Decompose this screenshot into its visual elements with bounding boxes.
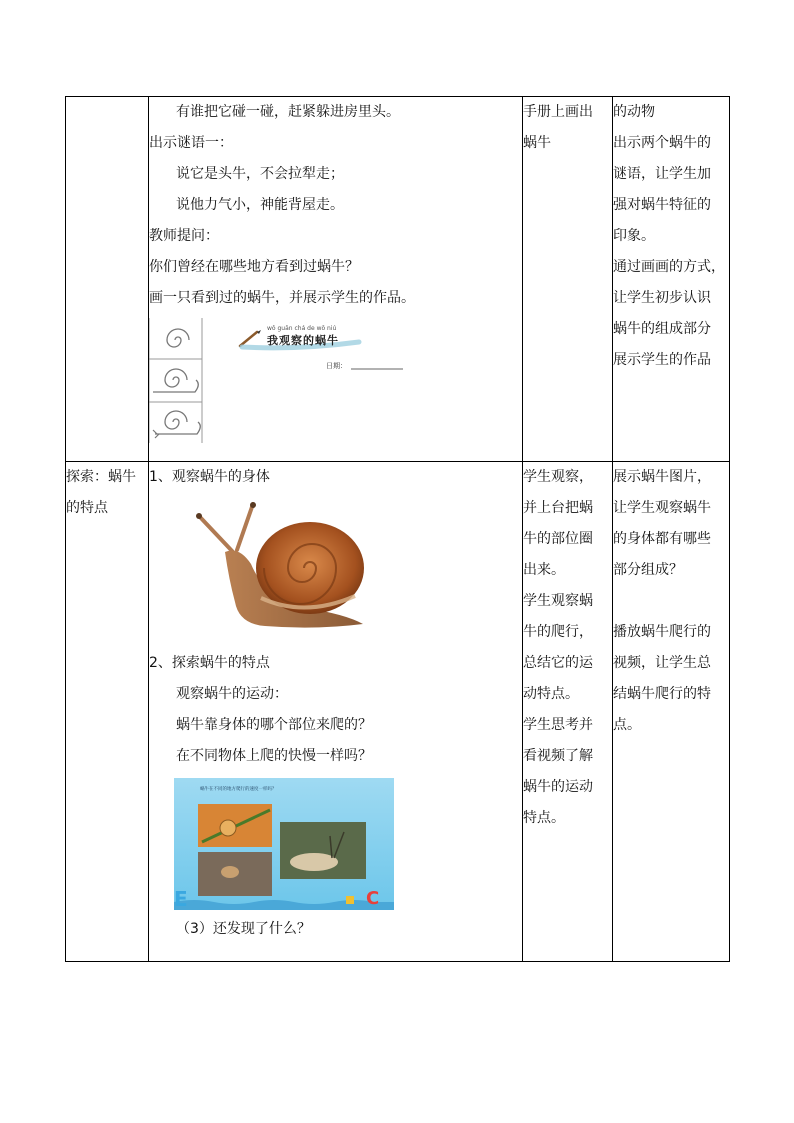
intent-line: 播放蜗牛爬行的 (613, 624, 711, 640)
intent-line: 视频，让学生总 (613, 655, 711, 671)
intent-line: 部分组成？ (613, 562, 683, 578)
snail-video-slide-image (174, 778, 394, 910)
student-activity-line: 特点。 (523, 810, 565, 826)
student-activity-cell (523, 97, 613, 462)
student-activity-line: 学生思考并 (523, 717, 593, 733)
intent-line: 的动物 (613, 104, 655, 120)
intent-line: 让学生观察蜗牛 (613, 500, 711, 516)
riddle-heading: 出示谜语一： (149, 135, 233, 151)
stage-label: 的特点 (66, 500, 108, 516)
student-activity-cell (523, 462, 613, 962)
snail-photo (195, 502, 375, 632)
stage-cell (66, 97, 149, 462)
intent-line: 结蜗牛爬行的特 (613, 686, 711, 702)
student-activity-line: 出来。 (523, 562, 565, 578)
section-heading: 2、探索蜗牛的特点 (149, 655, 270, 671)
student-activity-line: 学生观察， (523, 469, 593, 485)
intent-line: 通过画画的方式， (613, 259, 725, 275)
worksheet-date-label: 日期： (326, 362, 347, 370)
question-line: 你们曾经在哪些地方看到过蜗牛？ (149, 259, 359, 275)
question-line: 蜗牛靠身体的哪个部位来爬的？ (176, 717, 372, 733)
intent-line: 印象。 (613, 228, 655, 244)
student-activity-line: 蜗牛的运动 (523, 779, 593, 795)
question-line: 在不同物体上爬的快慢一样吗？ (176, 748, 372, 764)
student-activity-line: 牛的爬行， (523, 624, 593, 640)
worksheet-snail-drawing-image (149, 318, 414, 446)
riddle-intro-line: 有谁把它碰一碰，赶紧躲进房里头。 (176, 104, 400, 120)
lesson-plan-table (65, 96, 730, 962)
intent-line: 蜗牛的组成部分 (613, 321, 711, 337)
worksheet-pinyin: wǒ guān chá de wō niú (267, 325, 337, 332)
intent-line: 点。 (613, 717, 641, 733)
student-activity-line: 看视频了解 (523, 748, 593, 764)
student-activity-line: 手册上画出 (523, 104, 593, 120)
riddle-line: 说它是头牛，不会拉犁走； (176, 166, 344, 182)
design-intent-cell (613, 462, 730, 962)
student-activity-line: 蜗牛 (523, 135, 551, 151)
intent-line: 展示蜗牛图片， (613, 469, 711, 485)
student-activity-line: 总结它的运 (523, 655, 593, 671)
intent-line: 的身体都有哪些 (613, 531, 711, 547)
design-intent-cell (613, 97, 730, 462)
discovery-question: （3）还发现了什么？ (176, 921, 311, 937)
student-activity-line: 学生观察蜗 (523, 593, 593, 609)
svg-text:C: C (366, 888, 380, 909)
riddle-line: 说他力气小，神能背屋走。 (176, 197, 344, 213)
section-heading: 1、观察蜗牛的身体 (149, 469, 270, 485)
table-row (66, 97, 730, 462)
student-activity-line: 牛的部位圈 (523, 531, 593, 547)
intent-line: 让学生初步认识 (613, 290, 711, 306)
stage-cell (66, 462, 149, 962)
content-cell (149, 462, 523, 962)
slide-caption: 蜗牛在不同的地方爬行的速度一样吗？ (200, 787, 277, 792)
student-activity-line: 并上台把蜗 (523, 500, 593, 516)
intent-line: 展示学生的作品 (613, 352, 711, 368)
svg-text:E: E (174, 887, 188, 910)
teacher-question-heading: 教师提问： (149, 228, 219, 244)
stage-label: 探索：蜗牛 (66, 469, 136, 485)
intent-line: 谜语，让学生加 (613, 166, 711, 182)
student-activity-line: 动特点。 (523, 686, 579, 702)
instruction-line: 画一只看到过的蜗牛，并展示学生的作品。 (149, 290, 415, 306)
intent-line (613, 586, 729, 617)
sub-heading: 观察蜗牛的运动： (176, 686, 288, 702)
intent-line: 出示两个蜗牛的 (613, 135, 711, 151)
content-cell (149, 97, 523, 462)
table-row (66, 462, 730, 962)
intent-line: 强对蜗牛特征的 (613, 197, 711, 213)
worksheet-title: 我观察的蜗牛 (267, 334, 339, 347)
